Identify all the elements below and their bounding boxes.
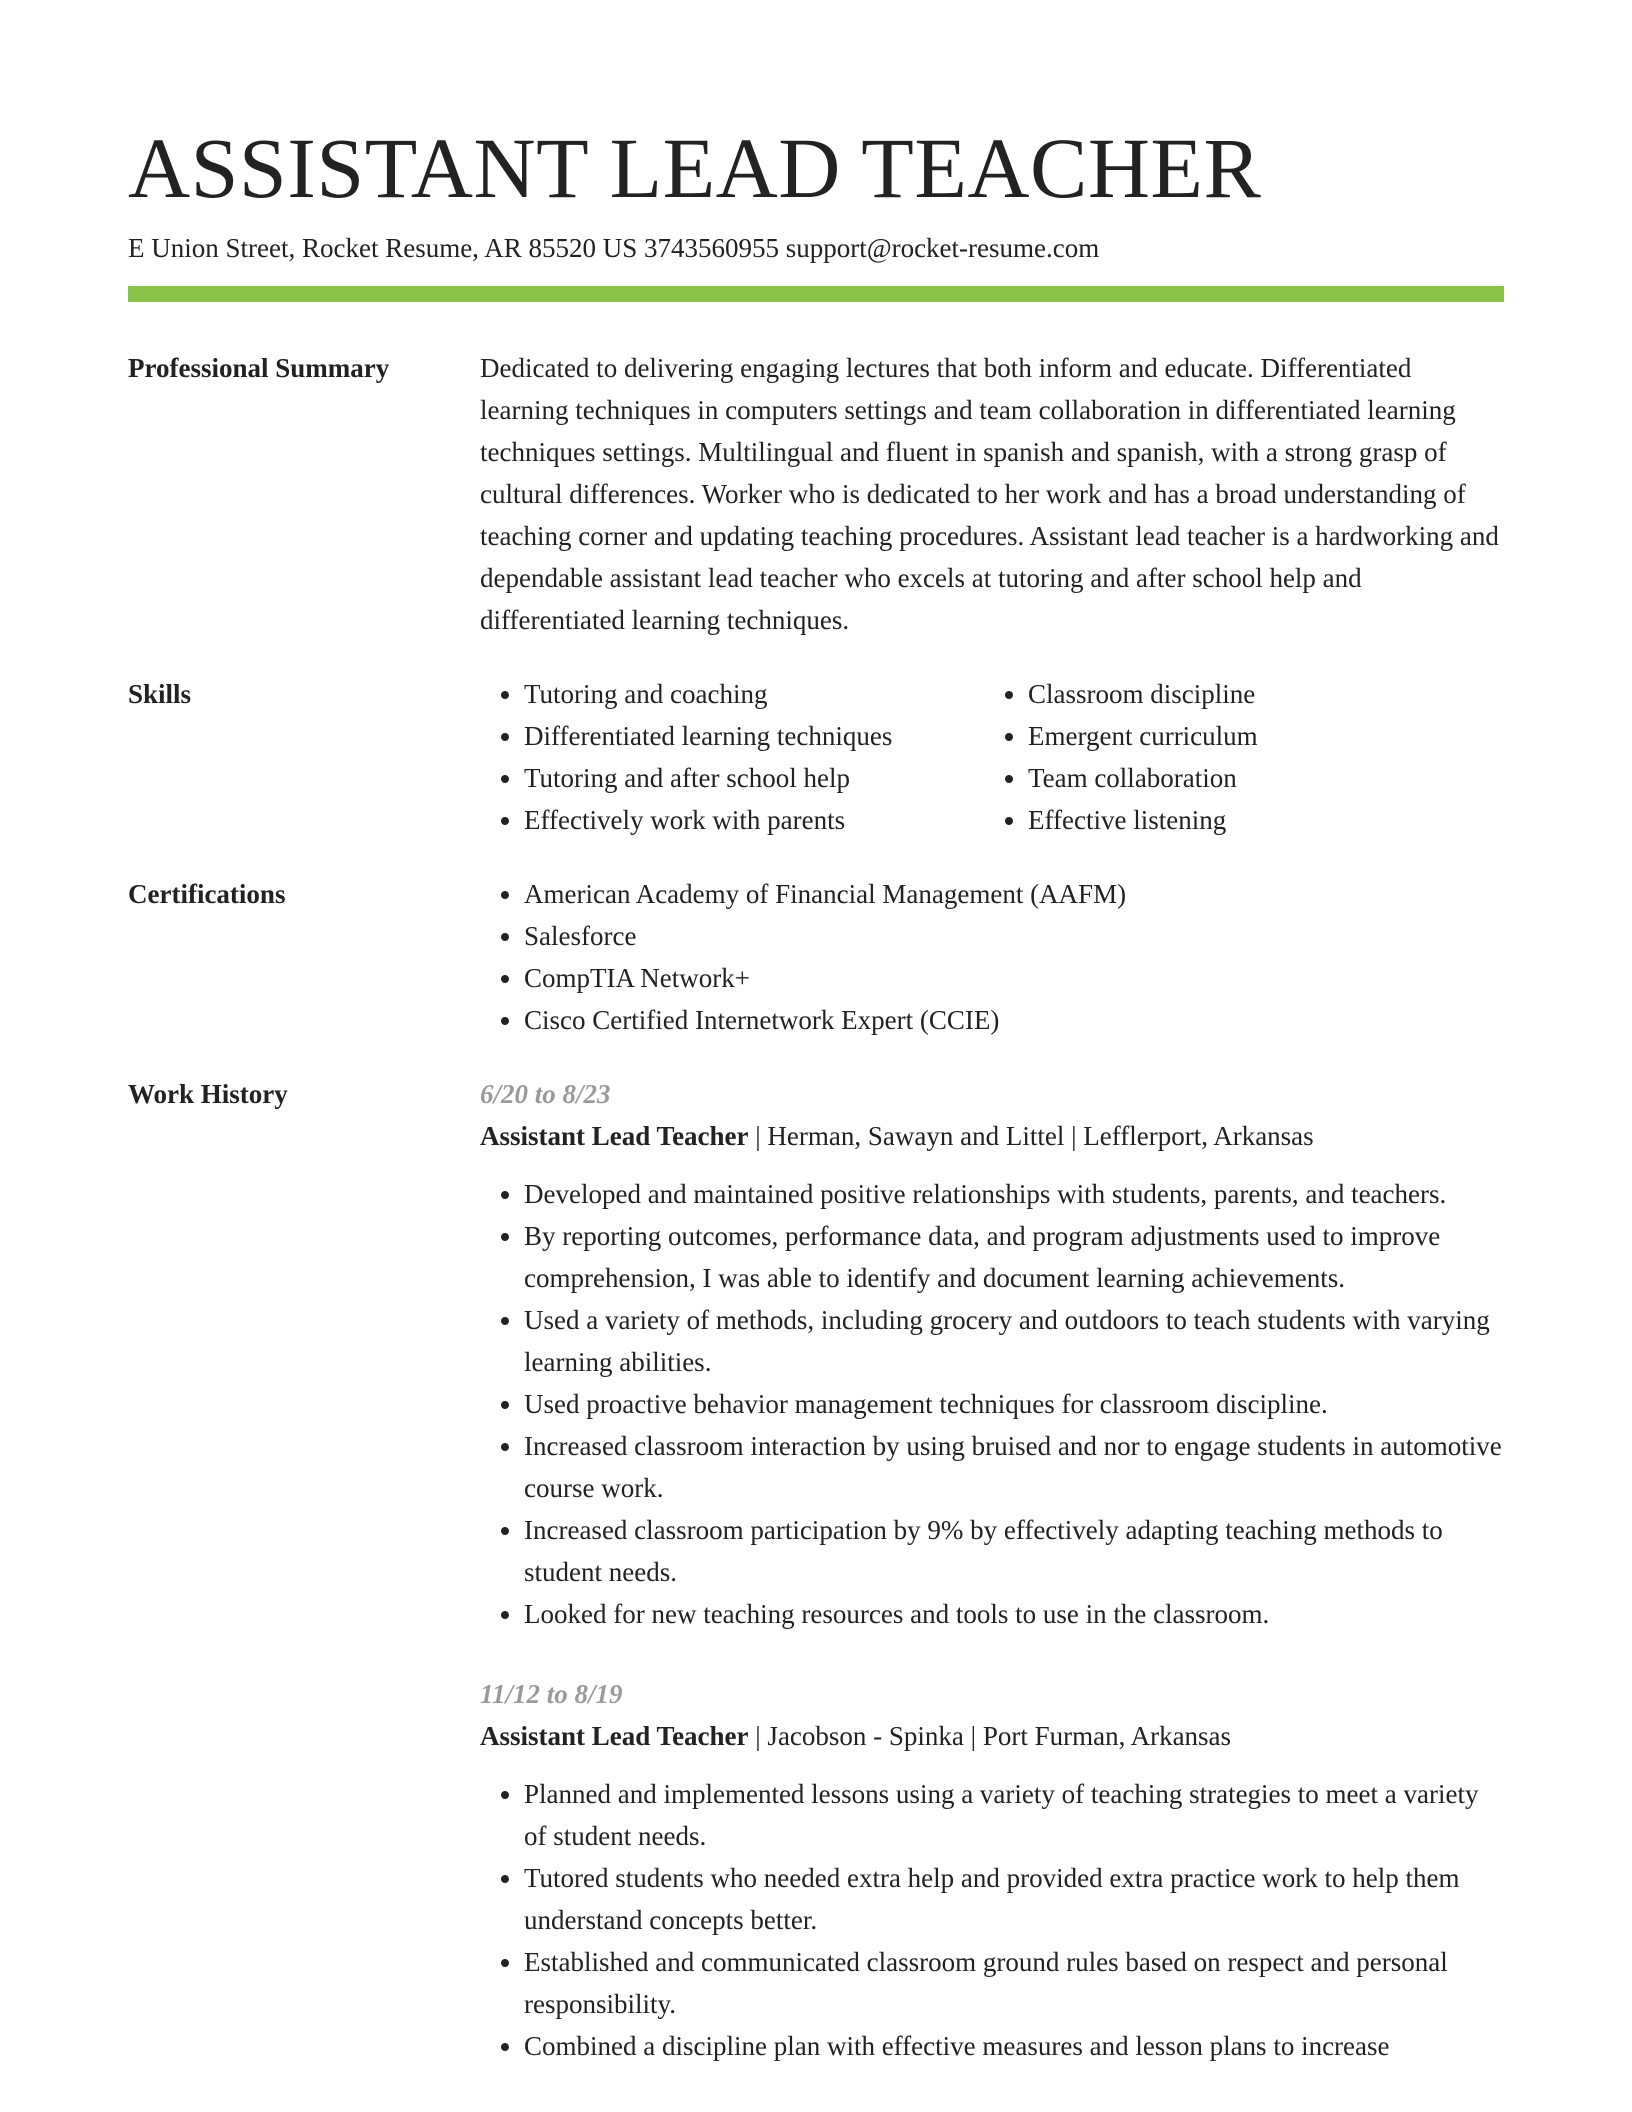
contact-info: E Union Street, Rocket Resume, AR 85520 US 3743560955 support@rocket-resume.com — [128, 233, 1100, 263]
job-title: Assistant Lead Teacher — [480, 1721, 749, 1751]
job-heading — [480, 1715, 1504, 1757]
job-employer-location: | Jacobson - Spinka | Port Furman, Arkansas — [748, 1721, 1232, 1751]
summary-text: Dedicated to delivering engaging lectures that both inform and educate. Differentiated learning techniques in computers settings and team collaboration in differentiated learning techniques settings. Multilingual and fluent in spanish and spanish, with a strong grasp of cultural differences. Worker who is dedicated to her work and has a broad understanding of teaching corner and updating teaching procedures. Assistant lead teacher is a hardworking and dependable assistant lead teacher who excels at tutoring and after school help and differentiated learning techniques. — [480, 353, 1499, 635]
section-title-skills: Skills — [128, 679, 192, 709]
job-employer-location: | Herman, Sawayn and Littel | Lefflerport, Arkansas — [748, 1121, 1314, 1151]
job-bullet: • Combined a discipline plan with effective measures and lesson plans to increase — [524, 2025, 1504, 2067]
section-title-summary: Professional Summary — [128, 353, 390, 383]
skill-item: • Effective listening — [1028, 799, 1488, 841]
skills-list-right — [984, 673, 1488, 841]
skill-item: • Differentiated learning techniques — [524, 715, 984, 757]
job-bullet: • Established and communicated classroom ground rules based on respect and personal responsibility. — [524, 1941, 1504, 2025]
job-bullet: • Increased classroom interaction by using bruised and nor to engage students in automotive course work. — [524, 1425, 1504, 1509]
job-entry — [480, 1073, 1504, 1635]
section-title-work-history: Work History — [128, 1079, 288, 1109]
job-dates: 6/20 to 8/23 — [480, 1079, 611, 1109]
skill-item: • Effectively work with parents — [524, 799, 984, 841]
skill-item: • Team collaboration — [1028, 757, 1488, 799]
certification-item: • Salesforce — [524, 915, 1504, 957]
section-title-certifications: Certifications — [128, 879, 286, 909]
skill-item: • Tutoring and coaching — [524, 673, 984, 715]
job-bullets — [480, 1773, 1504, 2067]
certification-item: • Cisco Certified Internetwork Expert (CCIE) — [524, 999, 1504, 1041]
job-dates: 11/12 to 8/19 — [480, 1679, 623, 1709]
job-bullet: • Looked for new teaching resources and tools to use in the classroom. — [524, 1593, 1504, 1635]
job-bullet: • Developed and maintained positive relationships with students, parents, and teachers. — [524, 1173, 1504, 1215]
job-bullet: • Used a variety of methods, including grocery and outdoors to teach students with varying learning abilities. — [524, 1299, 1504, 1383]
job-bullet: • Increased classroom participation by 9% by effectively adapting teaching methods to student needs. — [524, 1509, 1504, 1593]
header-divider — [128, 286, 1504, 302]
job-bullet: • Tutored students who needed extra help and provided extra practice work to help them understand concepts better. — [524, 1857, 1504, 1941]
certification-item: • CompTIA Network+ — [524, 957, 1504, 999]
job-bullet: • Planned and implemented lessons using a variety of teaching strategies to meet a variety of student needs. — [524, 1773, 1504, 1857]
skill-item: • Emergent curriculum — [1028, 715, 1488, 757]
job-entry — [480, 1673, 1504, 2067]
skill-item: • Classroom discipline — [1028, 673, 1488, 715]
candidate-name: ASSISTANT LEAD TEACHER — [128, 120, 1262, 216]
job-title: Assistant Lead Teacher — [480, 1121, 749, 1151]
certification-item: • American Academy of Financial Management (AAFM) — [524, 873, 1504, 915]
skills-list-left — [480, 673, 984, 841]
job-bullet: • Used proactive behavior management techniques for classroom discipline. — [524, 1383, 1504, 1425]
certifications-list — [480, 873, 1504, 1041]
job-bullet: • By reporting outcomes, performance data, and program adjustments used to improve comprehension, I was able to identify and document learning achievements. — [524, 1215, 1504, 1299]
job-heading — [480, 1115, 1504, 1157]
skill-item: • Tutoring and after school help — [524, 757, 984, 799]
job-bullets — [480, 1173, 1504, 1635]
